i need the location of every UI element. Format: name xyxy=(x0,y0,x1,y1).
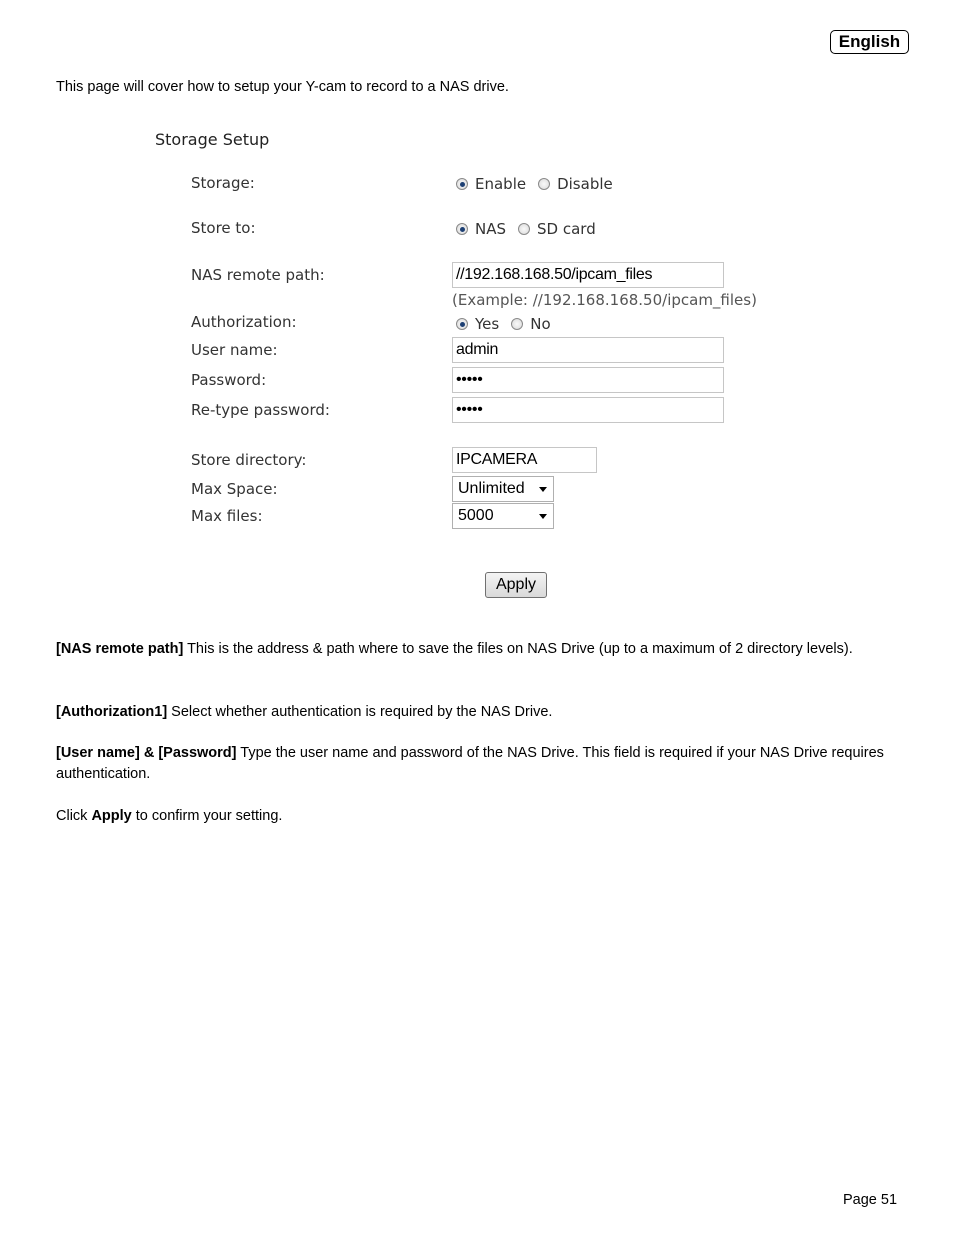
note-auth-desc: Select whether authentication is required by the NAS Drive. xyxy=(167,704,553,720)
store-to-label: Store to: xyxy=(191,219,256,237)
nas-remote-path-input[interactable]: //192.168.168.50/ipcam_files xyxy=(452,262,724,288)
language-badge: English xyxy=(830,30,909,54)
storage-setup-title: Storage Setup xyxy=(155,130,270,149)
store-directory-input[interactable]: IPCAMERA xyxy=(452,447,597,473)
nas-path-example: (Example: //192.168.168.50/ipcam_files) xyxy=(452,291,757,309)
store-directory-label: Store directory: xyxy=(191,451,307,469)
click-prefix: Click xyxy=(56,808,92,824)
max-space-select[interactable] xyxy=(452,476,554,502)
intro-text: This page will cover how to setup your Y-cam to record to a NAS drive. xyxy=(56,79,509,95)
max-files-select[interactable] xyxy=(452,503,554,529)
click-apply-bold: Apply xyxy=(91,808,132,824)
authorization-radio-group xyxy=(456,315,563,333)
note-user-desc: Type the user name and password of the NAS Drive. This field is required if your NAS Drive requires authentication. xyxy=(56,745,884,782)
store-to-sdcard-radio[interactable] xyxy=(518,223,530,235)
authorization-yes-label: Yes xyxy=(475,315,500,333)
apply-button[interactable]: Apply xyxy=(485,572,547,598)
note-authorization xyxy=(56,702,896,723)
storage-label: Storage: xyxy=(191,174,255,192)
note-nas-remote-path xyxy=(56,639,896,660)
chevron-down-icon xyxy=(539,487,547,492)
storage-enable-label: Enable xyxy=(475,175,527,193)
authorization-no-label: No xyxy=(530,315,551,333)
retype-password-label: Re-type password: xyxy=(191,401,330,419)
note-auth-term: [Authorization1] xyxy=(56,704,168,720)
max-space-value: Unlimited xyxy=(458,480,525,497)
password-label: Password: xyxy=(191,371,267,389)
authorization-no-radio[interactable] xyxy=(511,318,523,330)
note-nas-term: [NAS remote path] xyxy=(56,641,184,657)
store-to-radio-group xyxy=(456,220,608,238)
retype-password-input[interactable]: ••••• xyxy=(452,397,724,423)
user-name-input[interactable]: admin xyxy=(452,337,724,363)
max-files-label: Max files: xyxy=(191,507,263,525)
page-number: Page 51 xyxy=(843,1192,898,1208)
max-space-label: Max Space: xyxy=(191,480,278,498)
store-to-sdcard-label: SD card xyxy=(537,220,596,238)
authorization-label: Authorization: xyxy=(191,313,297,331)
storage-disable-label: Disable xyxy=(557,175,613,193)
store-to-nas-radio[interactable] xyxy=(456,223,468,235)
max-files-value: 5000 xyxy=(458,507,494,524)
storage-radio-group xyxy=(456,175,625,193)
click-suffix: to confirm your setting. xyxy=(131,808,283,824)
note-user-term: [User name] & [Password] xyxy=(56,745,237,761)
note-user-password xyxy=(56,743,896,785)
store-to-nas-label: NAS xyxy=(475,220,507,238)
nas-remote-path-label: NAS remote path: xyxy=(191,266,325,284)
user-name-label: User name: xyxy=(191,341,278,359)
note-nas-desc: This is the address & path where to save the files on NAS Drive (up to a maximum of 2 directory levels). xyxy=(183,641,853,657)
authorization-yes-radio[interactable] xyxy=(456,318,468,330)
password-input[interactable]: ••••• xyxy=(452,367,724,393)
storage-disable-radio[interactable] xyxy=(538,178,550,190)
note-click-apply xyxy=(56,806,896,827)
storage-enable-radio[interactable] xyxy=(456,178,468,190)
chevron-down-icon xyxy=(539,514,547,519)
